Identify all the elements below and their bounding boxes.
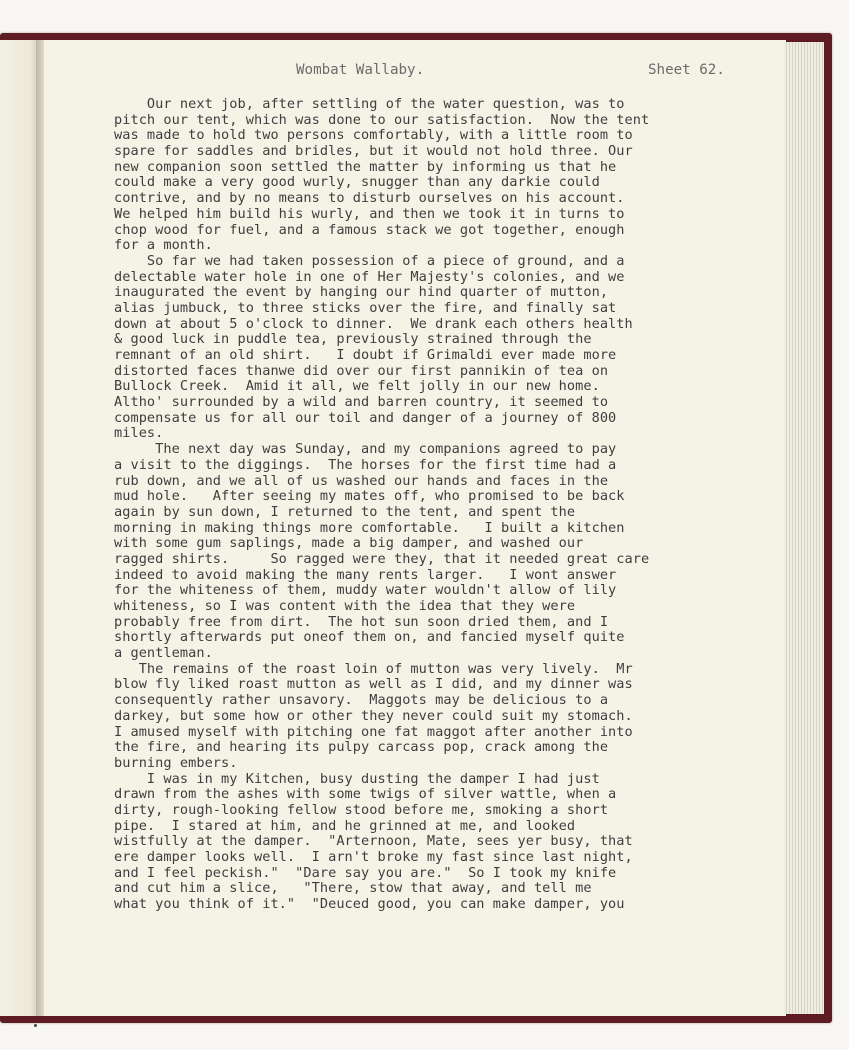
text-line: inaugurated the event by hanging our hind quarter of mutton, [114,284,609,301]
text-line: spare for saddles and bridles, but it would not hold three. Our [114,143,633,160]
text-line: whiteness, so I was content with the idea that they were [114,598,576,614]
page-header [0,62,849,84]
text-line: pitch our tent, which was done to our satisfaction. Now the tent [114,111,650,128]
text-line: contrive, and by no means to disturb ourselves on his account. [114,190,625,207]
text-line: consequently rather unsavory. Maggots may be delicious to a [114,692,609,709]
text-line: darkey, but some how or other they never could suit my stomach. [114,707,633,724]
text-line: probably free from dirt. The hot sun soon dried them, and I [114,613,609,630]
text-line: remnant of an old shirt. I doubt if Grimaldi ever made more [114,347,617,363]
text-line: ere damper looks well. I arn't broke my fast since last night, [114,849,633,865]
text-line: wistfully at the damper. "Arternoon, Mate, sees yer busy, that [114,833,633,850]
text-line: shortly afterwards put oneof them on, and fancied myself quite [114,629,625,646]
text-line: what you think of it." "Deuced good, you can make damper, you [114,896,625,913]
text-line: burning embers. [114,754,238,771]
page-stack-edge [784,42,824,1014]
text-line: Altho' surrounded by a wild and barren country, it seemed to [114,394,609,411]
text-line: & good luck in puddle tea, previously strained through the [114,331,592,348]
text-line: down at about 5 o'clock to dinner. We drank each others health [114,315,633,332]
margin-dot [34,1024,37,1027]
page-body-text [114,97,744,913]
text-line: drawn from the ashes with some twigs of silver wattle, when a [114,786,617,803]
text-line: chop wood for fuel, and a famous stack we got together, enough [114,221,625,238]
text-line: I was in my Kitchen, busy dusting the damper I had just [114,770,600,787]
text-line: The remains of the roast loin of mutton was very lively. Mr [114,660,633,677]
sheet-number: Sheet 62. [648,62,725,78]
text-line: We helped him build his wurly, and then we took it in turns to [114,205,625,222]
text-line: pipe. I stared at him, and he grinned at me, and looked [114,817,576,834]
text-line: for a month. [114,237,213,254]
text-line: dirty, rough-looking fellow stood before me, smoking a short [114,801,609,818]
text-line: Bullock Creek. Amid it all, we felt jolly in our new home. [114,378,600,395]
text-line: delectable water hole in one of Her Majesty's colonies, and we [114,268,625,285]
text-line: compensate us for all our toil and danger of a journey of 800 [114,409,617,426]
text-line: Our next job, after settling of the water question, was to [114,96,625,112]
text-line: ragged shirts. So ragged were they, that it needed great care [114,550,650,567]
text-line: the fire, and hearing its pulpy carcass pop, crack among the [114,739,609,756]
text-line: was made to hold two persons comfortably, with a little room to [114,127,633,144]
text-line: again by sun down, I returned to the tent, and spent the [114,503,576,520]
left-page-edge [0,40,38,1016]
page-title: Wombat Wallaby. [296,62,425,78]
text-line: a gentleman. [114,645,213,662]
text-line: miles. [114,425,164,442]
text-line: morning in making things more comfortable. I built a kitchen [114,519,625,536]
text-line: could make a very good wurly, snugger than any darkie could [114,174,600,191]
text-line: and I feel peckish." "Dare say you are." So I took my knife [114,864,617,881]
text-line: rub down, and we all of us washed our hands and faces in the [114,472,609,489]
text-line: new companion soon settled the matter by informing us that he [114,158,617,175]
text-line: and cut him a slice, "There, stow that away, and tell me [114,880,592,897]
text-line: The next day was Sunday, and my companions agreed to pay [114,441,617,458]
text-line: alias jumbuck, to three sticks over the fire, and finally sat [114,299,617,316]
text-line: mud hole. After seeing my mates off, who promised to be back [114,488,625,505]
text-line: So far we had taken possession of a piece of ground, and a [114,252,625,269]
text-line: a visit to the diggings. The horses for the first time had a [114,456,617,473]
text-line: distorted faces thanwe did over our first pannikin of tea on [114,362,609,379]
text-line: indeed to avoid making the many rents larger. I wont answer [114,566,617,583]
text-line: for the whiteness of them, muddy water wouldn't allow of lily [114,582,617,599]
text-line: with some gum saplings, made a big damper, and washed our [114,535,584,552]
text-line: I amused myself with pitching one fat maggot after another into [114,723,633,740]
text-line: blow fly liked roast mutton as well as I did, and my dinner was [114,676,633,693]
